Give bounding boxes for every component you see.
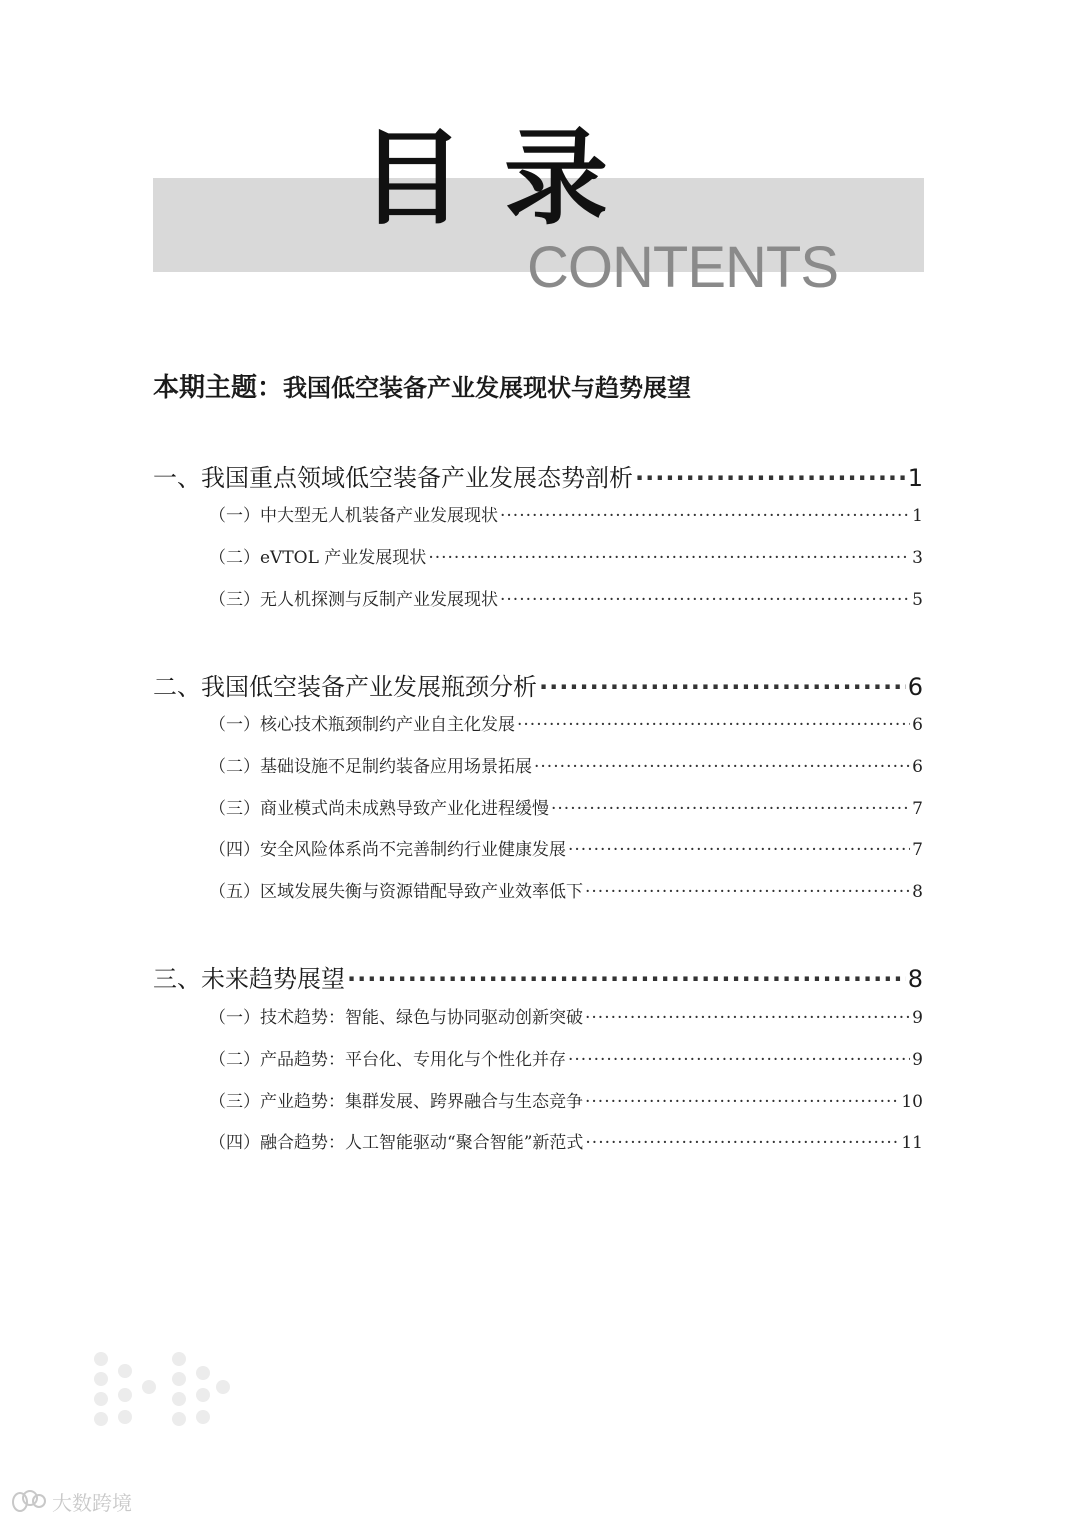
toc-item-title: （一）中大型无人机装备产业发展现状 — [209, 506, 498, 526]
page-title: 目录 — [360, 117, 649, 239]
dot-leader — [517, 711, 910, 739]
dot-leader — [635, 460, 906, 496]
dot-leader — [500, 502, 910, 530]
toc-item-title: （二）基础设施不足制约装备应用场景拓展 — [209, 757, 532, 777]
toc-page-number: 11 — [901, 1133, 923, 1153]
toc-page-number: 1 — [912, 506, 923, 526]
toc-item-title: （一）技术趋势：智能、绿色与协同驱动创新突破 — [209, 1008, 583, 1028]
toc-item-title: （一）核心技术瓶颈制约产业自主化发展 — [209, 715, 515, 735]
dot-leader — [585, 1129, 899, 1157]
dot-leader — [534, 753, 910, 781]
watermark-text: 大数跨境 — [52, 1490, 132, 1515]
issue-theme — [153, 368, 691, 408]
dot-leader — [347, 961, 906, 997]
toc-page-number: 1 — [907, 464, 923, 492]
toc-page-number: 8 — [907, 965, 923, 993]
theme-text: 我国低空装备产业发展现状与趋势展望 — [283, 373, 692, 402]
toc-item-title: （三）无人机探测与反制产业发展现状 — [209, 590, 498, 610]
theme-label: 本期主题： — [153, 373, 284, 403]
toc-page-number: 6 — [907, 673, 923, 701]
toc-item-title: （四）融合趋势：人工智能驱动“聚合智能”新范式 — [209, 1133, 584, 1153]
toc-section-title: 三、未来趋势展望 — [153, 965, 345, 993]
toc-item[interactable] — [153, 836, 923, 864]
page-title-english: CONTENTS — [527, 235, 838, 300]
toc-section-title: 一、我国重点领域低空装备产业发展态势剖析 — [153, 464, 633, 492]
toc-item[interactable] — [153, 878, 923, 906]
toc-page-number: 9 — [912, 1008, 923, 1028]
toc-page-number: 3 — [912, 548, 923, 568]
toc-page-number: 7 — [912, 799, 923, 819]
watermark-logo-icon — [12, 1490, 46, 1512]
toc-item[interactable] — [153, 1046, 923, 1074]
toc-page-number: 7 — [912, 840, 923, 860]
toc-item[interactable] — [153, 1129, 923, 1157]
toc-page-number: 6 — [912, 757, 923, 777]
toc-item[interactable] — [153, 502, 923, 530]
toc-item-title: （二）eVTOL 产业发展现状 — [209, 548, 427, 568]
toc-item[interactable] — [153, 1004, 923, 1032]
toc-item-title: （三）产业趋势：集群发展、跨界融合与生态竞争 — [209, 1092, 583, 1112]
toc-page-number: 9 — [912, 1050, 923, 1070]
dot-leader — [585, 1004, 910, 1032]
dot-leader — [568, 836, 910, 864]
toc-section[interactable] — [153, 961, 923, 997]
dot-leader — [551, 795, 910, 823]
toc-section[interactable] — [153, 669, 923, 705]
toc-page-number: 8 — [912, 882, 923, 902]
decorative-dot-pattern — [92, 1352, 232, 1432]
toc-item[interactable] — [153, 1088, 923, 1116]
dot-leader — [539, 669, 906, 705]
toc-item[interactable] — [153, 795, 923, 823]
toc-page-number: 10 — [901, 1092, 923, 1112]
toc-section-title: 二、我国低空装备产业发展瓶颈分析 — [153, 673, 537, 701]
dot-leader — [585, 1088, 899, 1116]
dot-leader — [585, 878, 910, 906]
toc-item[interactable] — [153, 753, 923, 781]
dot-leader — [500, 586, 910, 614]
toc-item-title: （五）区域发展失衡与资源错配导致产业效率低下 — [209, 882, 583, 902]
toc-section[interactable] — [153, 460, 923, 496]
dot-leader — [428, 544, 910, 572]
toc-item-title: （四）安全风险体系尚不完善制约行业健康发展 — [209, 840, 566, 860]
toc-item[interactable] — [153, 586, 923, 614]
watermark — [12, 1488, 132, 1514]
toc-item-title: （三）商业模式尚未成熟导致产业化进程缓慢 — [209, 799, 549, 819]
dot-leader — [568, 1046, 910, 1074]
toc-item[interactable] — [153, 544, 923, 572]
toc-item[interactable] — [153, 711, 923, 739]
toc-page-number: 5 — [912, 590, 923, 610]
toc-page-number: 6 — [912, 715, 923, 735]
toc-item-title: （二）产品趋势：平台化、专用化与个性化并存 — [209, 1050, 566, 1070]
